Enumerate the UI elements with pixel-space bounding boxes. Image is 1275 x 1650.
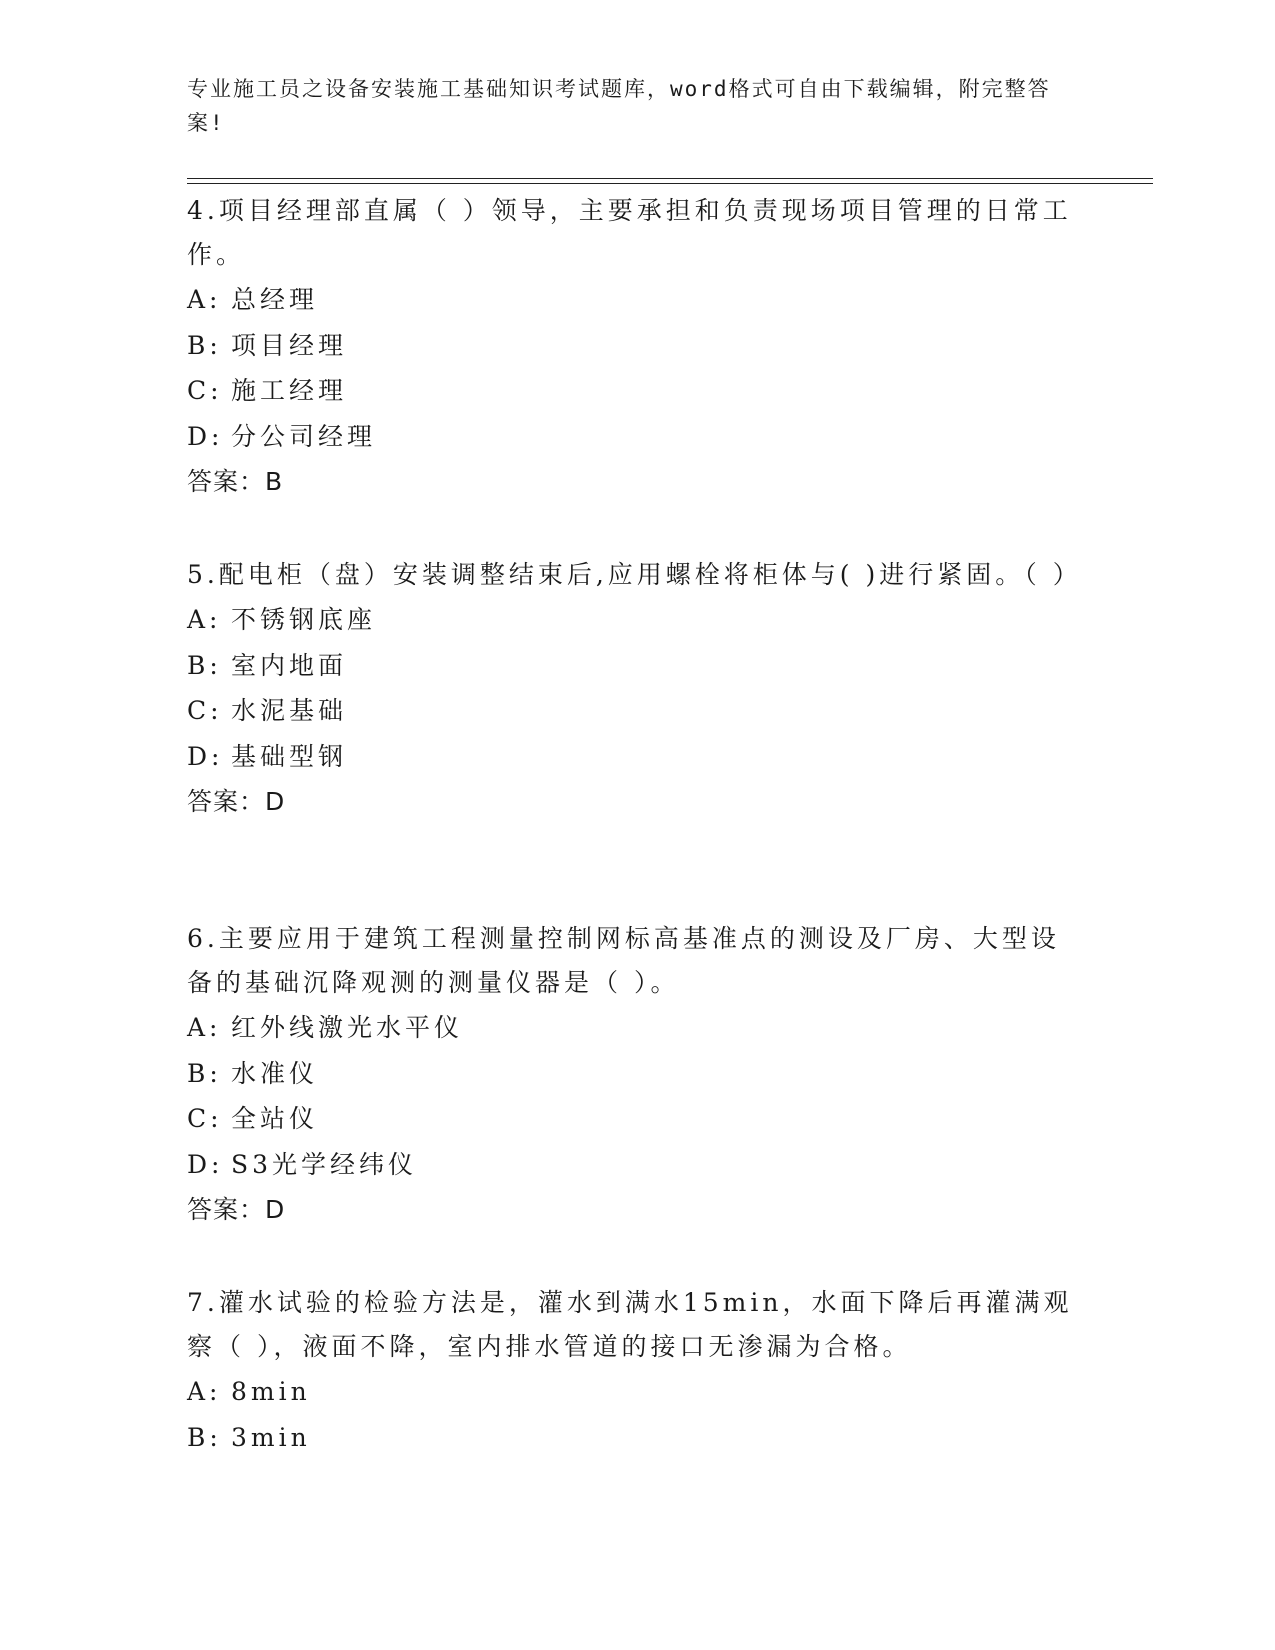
option-d <box>187 414 1087 460</box>
option-b <box>187 323 1087 369</box>
option-key: C: <box>187 1104 223 1133</box>
option-a <box>187 1369 1087 1415</box>
option-d <box>187 734 1087 780</box>
option-key: A: <box>187 605 222 634</box>
question-5 <box>187 553 1087 824</box>
question-4 <box>187 189 1087 504</box>
option-text: 总经理 <box>231 285 319 314</box>
question-stem: 5.配电柜（盘）安装调整结束后,应用螺栓将柜体与( )进行紧固。（ ） <box>187 560 1082 589</box>
option-text: 项目经理 <box>231 330 348 360</box>
option-key: B: <box>187 330 222 360</box>
option-key: D: <box>187 1149 224 1179</box>
question-7 <box>187 1281 1087 1460</box>
option-key: B: <box>187 650 222 680</box>
option-text: 全站仪 <box>231 1104 319 1133</box>
document-header: 专业施工员之设备安装施工基础知识考试题库，word格式可自由下载编辑，附完整答案! <box>187 77 1051 135</box>
option-c <box>187 688 1087 734</box>
option-key: A: <box>187 1377 222 1406</box>
option-c <box>187 368 1087 414</box>
option-a <box>187 277 1087 323</box>
option-text: 施工经理 <box>231 376 348 405</box>
option-key: B: <box>187 1422 222 1452</box>
question-stem: 7.灌水试验的检验方法是，灌水到满水15min，水面下降后再灌满观察（ ），液面不降，室内排水管道的接口无渗漏为合格。 <box>187 1288 1073 1361</box>
option-text: 基础型钢 <box>231 741 348 771</box>
option-key: C: <box>187 696 223 725</box>
question-stem: 6.主要应用于建筑工程测量控制网标高基准点的测设及厂房、大型设备的基础沉降观测的测量仪器是（ ）。 <box>187 924 1060 997</box>
question-stem: 4.项目经理部直属（ ）领导，主要承担和负责现场项目管理的日常工作。 <box>187 196 1072 269</box>
option-text: S3光学经纬仪 <box>231 1149 418 1179</box>
option-text: 水准仪 <box>231 1058 319 1088</box>
option-text: 分公司经理 <box>231 421 377 451</box>
option-key: B: <box>187 1058 222 1088</box>
option-a <box>187 597 1087 643</box>
question-6 <box>187 917 1087 1232</box>
option-key: D: <box>187 421 224 451</box>
answer-line: 答案：D <box>187 1195 286 1224</box>
option-d <box>187 1142 1087 1188</box>
option-key: A: <box>187 1013 222 1042</box>
answer-line: 答案：B <box>187 467 284 496</box>
option-key: C: <box>187 376 223 405</box>
option-c <box>187 1096 1087 1142</box>
option-text: 红外线激光水平仪 <box>231 1013 464 1042</box>
option-text: 室内地面 <box>231 650 348 680</box>
option-b <box>187 1415 1087 1461</box>
answer-line: 答案：D <box>187 787 286 816</box>
option-key: D: <box>187 741 224 771</box>
option-text: 8min <box>231 1377 311 1406</box>
option-a <box>187 1005 1087 1051</box>
option-b <box>187 643 1087 689</box>
option-text: 不锈钢底座 <box>231 605 377 634</box>
header-divider-bottom <box>187 183 1153 184</box>
option-text: 水泥基础 <box>231 696 348 725</box>
header-divider-top <box>187 178 1153 179</box>
option-key: A: <box>187 285 222 314</box>
option-b <box>187 1051 1087 1097</box>
option-text: 3min <box>231 1422 311 1452</box>
